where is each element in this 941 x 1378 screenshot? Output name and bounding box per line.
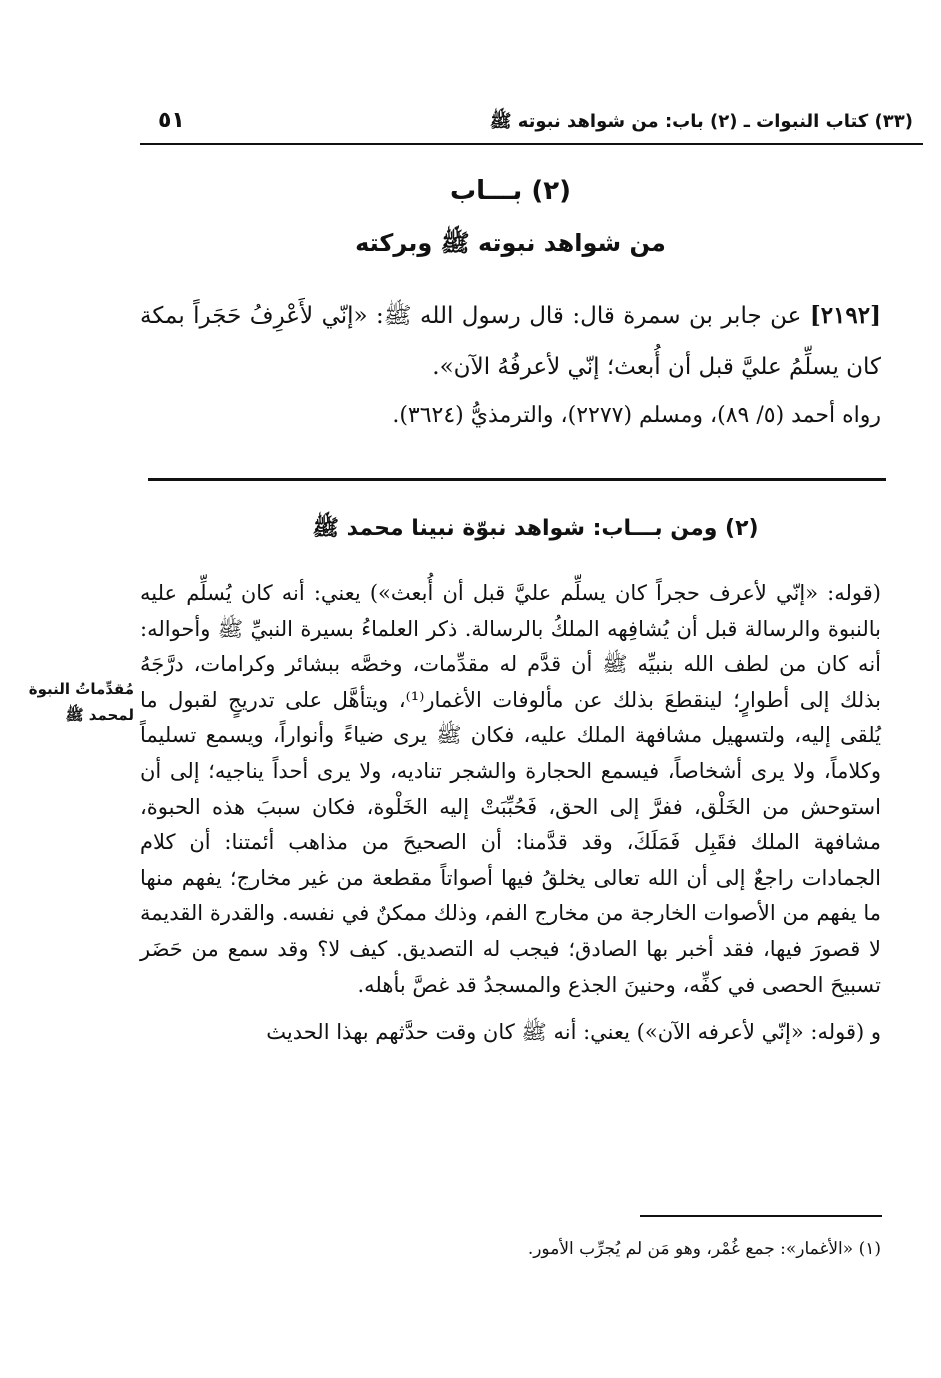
footnote-rule <box>640 1215 882 1217</box>
commentary-paragraph: و (قوله: «إنّي لأعرفه الآن») يعني: أنه ﷺ كان وقت حدَّثهم بهذا الحديث <box>266 1020 881 1045</box>
running-header <box>140 104 923 144</box>
footnote: (١) «الأغمار»: جمع غُمْر، وهو مَن لم يُجرِّب الأمور. <box>527 1239 881 1259</box>
hadith-text: عن جابر بن سمرة قال: قال رسول الله ﷺ: «إنّي لأَعْرِفُ حَجَراً بمكة كان يسلِّمُ عليَّ قبل أن أُبعث؛ إنّي لأعرفُهُ الآن». <box>140 303 881 380</box>
commentary-body <box>140 576 881 1051</box>
commentary-heading: (٢) ومن بـــاب: شواهد نبوّة نبينا محمد ﷺ <box>312 516 759 541</box>
page-number: ٥١ <box>158 108 185 133</box>
chapter-heading: (٢) بـــاب <box>449 176 571 206</box>
commentary-paragraph: (قوله: «إنّي لأعرف حجراً كان يسلِّم عليَّ قبل أن أُبعث») يعني: أنه كان يُسلِّم عليه بالنبوة والرسالة قبل أن يُشافِهه الملكُ بالرسالة. ذكر العلماءُ بسيرة النبيِّ ﷺ وأحواله: أنه كان من لطف الله بنبيِّه ﷺ أن قدَّم له مقدِّمات، وخصَّه ببشائر وكرامات، درَّجَهُ بذلك إلى أطوارٍ؛ لينقطعَ بذلك عن مألوفات الأغمار⁽¹⁾، ويتأهَّل على تدريجٍ لقبول ما يُلقى إليه، ولتسهيل مشافهة الملك عليه، فكان ﷺ يرى ضياءً وأنواراً، ويسمع تسليماً وكلاماً، ولا يرى أشخاصاً، فيسمع الحجارة والشجر تناديه، ولا يرى أحداً يناجيه؛ إلى أن استوحش من الخَلْق، ففرَّ إلى الحق، فَحُبِّبَتْ إليه الخَلْوة، فكان سببَ هذه الحبوة، مشافهة الملك فقَبِل فَمَلَكَ، وقد قدَّمنا: أن الصحيحَ من مذاهب أئمتنا: أن كلام الجمادات راجعٌ إلى أن الله تعالى يخلقُ فيها أصواتاً مقطعة من غير مخارج؛ يفهم منها ما يفهم من الأصوات الخارجة من مخارج الفم، وذلك ممكنٌ في نفسه. والقدرة القديمة لا قصورَ فيها، فقد أخبر بها الصادق؛ فيجب له التصديق. كيف لا؟ وقد سمع من حَضَر تسبيحَ الحصى في كفِّه، وحنينَ الجذع والمسجدُ قد غصَّ بأهله. <box>140 581 882 997</box>
hadith-sources: رواه أحمد (٥/ ٨٩)، ومسلم (٢٢٧٧)، والترمذيُّ (٣٦٢٤). <box>392 403 881 428</box>
hadith-text-block <box>140 290 881 393</box>
running-title: (٣٣) كتاب النبوات ـ (٢) باب: من شواهد نبوته ﷺ <box>489 111 913 132</box>
margin-note: مُقدِّماتُ النبوة لمحمد ﷺ <box>28 680 134 724</box>
section-divider <box>148 478 886 481</box>
hadith-number: [٢١٩٢] <box>809 302 882 329</box>
chapter-subheading: من شواهد نبوته ﷺ وبركته <box>355 229 666 257</box>
header-rule <box>140 143 923 145</box>
